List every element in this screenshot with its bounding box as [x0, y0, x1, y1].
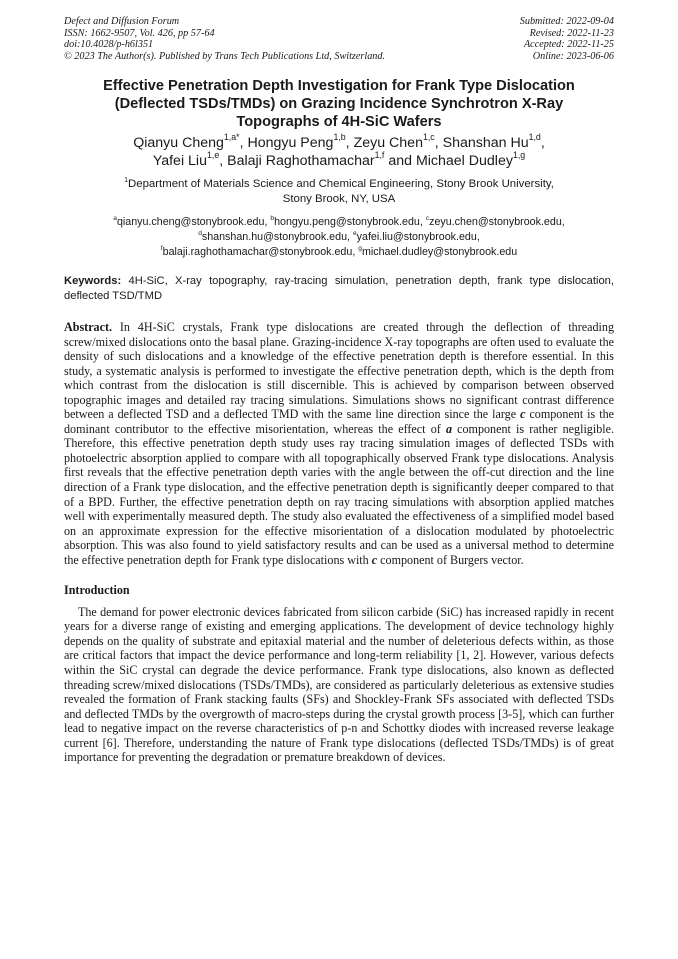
email-address[interactable]: shanshan.hu@stonybrook.edu: [201, 231, 348, 244]
author-separator: and: [384, 153, 416, 170]
email-line: $^a$qianyu.cheng@stonybrook.edu, $^b$hongyu.peng@stonybrook.edu, $^c$zeyu.chen@stonybrook.edu,: [113, 214, 565, 229]
abstract-symbol-c: c: [371, 552, 378, 567]
author-line: [64, 152, 614, 170]
author-separator: ,: [345, 135, 354, 152]
submission-dates: [520, 16, 614, 62]
journal-doi: doi:10.4028/p-h6l351: [64, 39, 154, 51]
email-mark: d: [198, 229, 202, 237]
email-address[interactable]: hongyu.peng@stonybrook.edu: [274, 216, 420, 229]
title-line: Effective Penetration Depth Investigation for Frank Type Dislocation: [103, 78, 575, 95]
author-separator: ,: [239, 135, 248, 152]
affiliation-line: [64, 177, 614, 192]
journal-copyright: © 2023 The Author(s). Published by Trans Tech Publications Ltd, Switzerland.: [64, 50, 386, 62]
date-online: Online: 2023-06-06: [532, 50, 614, 62]
author-emails: [64, 215, 614, 260]
email-line: $^f$balaji.raghothamachar@stonybrook.edu, $^g$michael.dudley@stonybrook.edu: [160, 244, 518, 259]
author-separator: ,: [540, 135, 545, 152]
section-heading-introduction: Introduction: [64, 583, 130, 598]
journal-info: [64, 16, 385, 62]
author-separator: ,: [434, 135, 443, 152]
abstract-symbol-c: c: [520, 407, 526, 422]
abstract-symbol-a: a: [445, 421, 452, 436]
keywords-text: 4H-SiC, X-ray topography, ray-tracing simulation, penetration depth, frank type dislocation, deflected TSD/TMD: [64, 275, 614, 303]
author-list: [64, 134, 614, 170]
author-name: Qianyu Cheng: [133, 135, 224, 152]
author-affil-mark: 1,a*: [223, 132, 240, 143]
author-affil-mark: 1,c: [422, 132, 435, 143]
abstract-label: Abstract.: [64, 319, 113, 334]
email-mark: f: [160, 244, 163, 252]
email-address[interactable]: qianyu.cheng@stonybrook.edu: [116, 216, 265, 229]
email-mark: e: [352, 229, 357, 237]
affiliation-mark: 1: [124, 176, 129, 184]
author-affil-mark: 1,e: [206, 150, 220, 161]
email-address[interactable]: zeyu.chen@stonybrook.edu: [429, 216, 562, 229]
journal-issn: ISSN: 1662-9507, Vol. 426, pp 57-64: [64, 27, 215, 39]
author-name: Yafei Liu: [152, 153, 207, 170]
journal-header: [64, 16, 614, 62]
introduction-paragraph: The demand for power electronic devices fabricated from silicon carbide (SiC) has increased rapidly in recent years for a diverse range of existing and emerging applications. The development of device technology highly depends on the quality of substrate and epitaxial material and the number of deleterious defects within, as those are critical factors that impact the device performance and long-term reliability [1, 2]. However, various defects within the SiC crystal can degrade the device performance. Frank type dislocations, also known as deflected threading screw/mixed dislocations (TSDs/TMDs), are considered as particularly deleterious as extensive studies revealed the formation of Frank stacking faults (SFs) and Shockley-Frank SFs associated with deflected TSDs and deflected TMDs by the overgrowth of macro-steps during the crystal growth process [3-5], which can further lead to negative impact on the reverse characteristics of p-n and Schottky diodes with increased reverse leakage current [6]. Therefore, understanding the nature of Frank type dislocations (deflected TSDs/TMDs) is of great importance for preventing the degradation or premature breakdown of devices.: [64, 604, 614, 765]
email-line: $^d$shanshan.hu@stonybrook.edu, $^e$yafei.liu@stonybrook.edu,: [198, 229, 480, 244]
email-mark: b: [270, 214, 275, 222]
abstract: [64, 320, 614, 567]
abstract-text: component of Burgers vector.: [377, 552, 524, 567]
email-mark: c: [425, 214, 430, 222]
email-mark: a: [113, 214, 117, 222]
abstract-text: component is rather negligible. Therefore, this effective penetration depth study uses ray tracing simulation images of deflected TSDs with photoelectric absorption applied to compare with all topographically observed Frank type dislocations. Analysis first reveals that the effective penetration depth varies with the angle between the off-cut direction and the line direction of a Frank type dislocation, and the effective penetration depth is significantly deeper compared to that of a BPD. Further, the effective penetration depth on ray tracing simulations with absorption applied matches well with experimentally measured depth. The study also evaluated the effectiveness of a simplified model based on an approximate expression for the effective misorientation of a dislocation modulated by photoelectric absorption. This was also found to yield satisfactory results and can be used as a universal method to determine the effective penetration depth for Frank type dislocations with: [64, 421, 615, 567]
email-address[interactable]: michael.dudley@stonybrook.edu: [361, 246, 518, 259]
date-submitted: Submitted: 2022-09-04: [519, 16, 614, 27]
date-accepted: Accepted: 2022-11-25: [523, 39, 614, 51]
author-name: Zeyu Chen: [353, 135, 423, 152]
abstract-text: In 4H-SiC crystals, Frank type dislocations are created through the deflection of threading screw/mixed dislocations onto the basal plane. Grazing-incidence X-ray topographs are often used to evaluate the density of such dislocations and a knowledge of the effective penetration depth is therefore essential. In this study, a systematic analysis is performed to investigate the effective penetration depth, which is the depth from which contrast from the dislocation is still discernible. This is achieved by comparison between observed topographic images and detailed ray tracing simulations. Simulations shows no significant contrast difference between a deflected TSD and a deflected TMD with the same line direction since the large: [64, 319, 614, 422]
author-separator: ,: [219, 153, 228, 170]
email-mark: g: [358, 244, 362, 252]
email-address[interactable]: yafei.liu@stonybrook.edu: [356, 231, 477, 244]
title-line: Topographs of 4H-SiC Wafers: [236, 114, 442, 131]
author-name: Balaji Raghothamachar: [227, 153, 375, 170]
affiliation: [64, 177, 614, 207]
title-line: (Deflected TSDs/TMDs) on Grazing Incidence Synchrotron X-Ray: [114, 96, 564, 113]
author-affil-mark: 1,g: [512, 150, 526, 161]
author-affil-mark: 1,b: [333, 132, 346, 143]
keywords-label: Keywords:: [64, 275, 122, 288]
paper-title: [64, 77, 614, 131]
author-affil-mark: 1,f: [374, 150, 385, 161]
author-name: Michael Dudley: [415, 153, 513, 170]
author-name: Hongyu Peng: [247, 135, 334, 152]
date-revised: Revised: 2022-11-23: [529, 27, 614, 39]
author-affil-mark: 1,d: [528, 132, 541, 143]
author-name: Shanshan Hu: [442, 135, 529, 152]
abstract-text: component is the dominant contributor to the effective misorientation, whereas the effect of: [64, 407, 615, 436]
author-line: [64, 134, 614, 152]
journal-name: Defect and Diffusion Forum: [64, 16, 180, 27]
email-address[interactable]: balaji.raghothamachar@stonybrook.edu: [162, 246, 353, 259]
affiliation-text: Department of Materials Science and Chemical Engineering, Stony Brook University,: [128, 178, 554, 191]
affiliation-line: Stony Brook, NY, USA: [282, 193, 396, 206]
keywords: [64, 274, 614, 304]
